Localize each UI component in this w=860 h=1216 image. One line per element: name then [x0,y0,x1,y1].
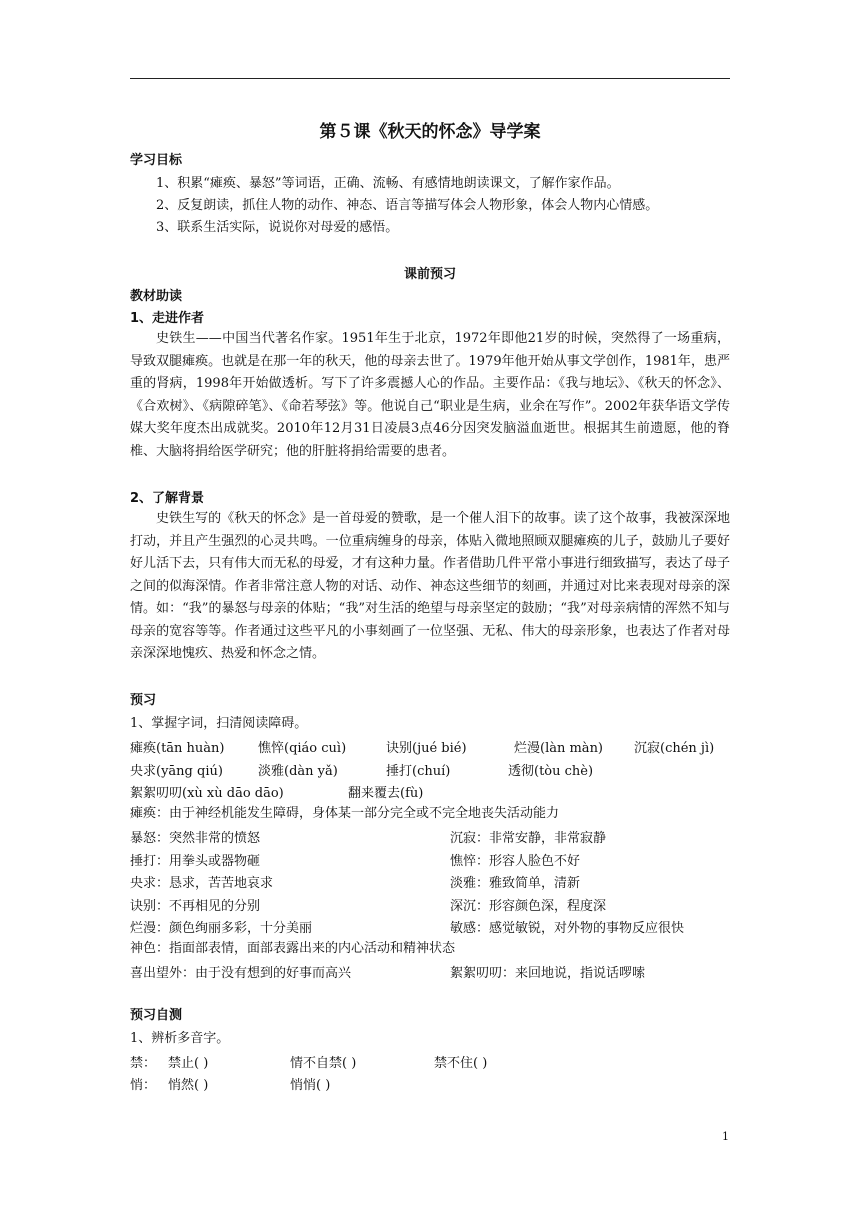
polyphone-blank: 悄然( ) [168,1078,209,1093]
pinyin-item: 央求(yāng qiú) [130,764,223,779]
definition-item: 敏感：感觉敏锐，对外物的事物反应很快 [450,921,685,936]
objective-item: 1、积累“瘫痪、暴怒”等词语，正确、流畅、有感情地朗读课文，了解作家作品。 [156,176,620,191]
definition-item: 央求：恳求，苦苦地哀求 [130,876,274,891]
objective-item: 3、联系生活实际，说说你对母爱的感悟。 [156,220,399,235]
pinyin-item: 淡雅(dàn yǎ) [258,764,338,779]
definition-item: 憔悴：形容人脸色不好 [450,854,581,869]
pinyin-item: 诀别(jué bié) [386,741,467,756]
polyphone-blank: 悄悄( ) [290,1078,331,1093]
definition-item: 神色：指面部表情，面部表露出来的内心活动和精神状态 [130,941,456,956]
background-heading: 2、了解背景 [130,491,205,506]
selftest-heading: 预习自测 [130,1008,183,1023]
preview-section-heading: 课前预习 [403,267,456,282]
author-heading: 1、走进作者 [130,311,205,326]
preview-task: 1、掌握字词，扫清阅读障碍。 [130,716,308,731]
definition-item: 诀别：不再相见的分别 [130,899,261,914]
pinyin-item: 瘫痪(tān huàn) [130,741,225,756]
pinyin-item: 絮絮叨叨(xù xù dāo dāo) [130,786,284,801]
polyphone-char: 悄： [130,1078,157,1093]
pinyin-item: 沉寂(chén jì) [634,741,715,756]
textbook-heading: 教材助读 [130,289,183,304]
polyphone-blank: 禁止( ) [168,1056,209,1071]
header-rule [130,78,730,79]
definition-item: 深沉：形容颜色深，程度深 [450,899,607,914]
polyphone-char: 禁： [130,1056,157,1071]
definition-item: 暴怒：突然非常的愤怒 [130,831,261,846]
polyphone-blank: 情不自禁( ) [290,1056,357,1071]
definition-item: 沉寂：非常安静，非常寂静 [450,831,607,846]
pinyin-item: 翻来覆去(fù) [348,786,424,801]
page-title: 第５课《秋天的怀念》导学案 [319,122,541,142]
preview-heading: 预习 [130,693,157,708]
definition-item: 淡雅：雅致简单，清新 [450,876,581,891]
pinyin-item: 烂漫(làn màn) [514,741,604,756]
definition-item: 捶打：用拳头或器物砸 [130,854,261,869]
objective-item: 2、反复朗读，抓住人物的动作、神态、语言等描写体会人物形象，体会人物内心情感。 [156,198,659,213]
background-paragraph: 史铁生写的《秋天的怀念》是一首母爱的赞歌，是一个催人泪下的故事。读了这个故事，我被深深地打动，并且产生强烈的心灵共鸣。一位重病缠身的母亲，体贴入微地照顾双腿瘫痪的儿子，鼓励儿子要好好儿活下去，只有伟大而无私的母爱，才有这种力量。作者借助几件平常小事进行细致描写，表达了母子之间的似海深情。作者非常注意人物的对话、动作、神态这些细节的刻画，并通过对比来表现对母亲的深情。如：“我”的暴怒与母亲的体贴；“我”对生活的绝望与母亲坚定的鼓励；“我”对母亲病情的浑然不知与母亲的宽容等等。作者通过这些平凡的小事刻画了一位坚强、无私、伟大的母亲形象，也表达了作者对母亲深深地愧疚、热爱和怀念之情。 [130,511,730,661]
selftest-task: 1、辨析多音字。 [130,1031,230,1046]
polyphone-blank: 禁不住( ) [434,1056,488,1071]
definition-item: 絮絮叨叨：来回地说，指说话啰嗦 [450,966,646,981]
definition-item: 烂漫：颜色绚丽多彩，十分美丽 [130,921,313,936]
pinyin-item: 捶打(chuí) [386,764,451,779]
author-paragraph: 史铁生——中国当代著名作家。1951年生于北京，1972年即他21岁的时候，突然得了一场重病，导致双腿瘫痪。也就是在那一年的秋天，他的母亲去世了。1979年他开始从事文学创作，1981年，患严重的肾病，1998年开始做透析。写下了许多震撼人心的作品。主要作品：《我与地坛》、《秋天的怀念》、《合欢树》、《病隙碎笔》、《命若琴弦》等。他说自己“职业是生病，业余在写作”。2002年获华语文学传媒大奖年度杰出成就奖。2010年12月31日凌晨3点46分因突发脑溢血逝世。根据其生前遗愿，他的脊椎、大脑将捐给医学研究；他的肝脏将捐给需要的患者。 [130,331,730,459]
definition-item: 喜出望外：由于没有想到的好事而高兴 [130,966,352,981]
objectives-heading: 学习目标 [130,153,183,168]
definition-item: 瘫痪：由于神经机能发生障碍，身体某一部分完全或不完全地丧失活动能力 [130,806,560,821]
pinyin-item: 憔悴(qiáo cuì) [258,741,347,756]
page-number: 1 [722,1130,729,1143]
pinyin-item: 透彻(tòu chè) [508,764,594,779]
